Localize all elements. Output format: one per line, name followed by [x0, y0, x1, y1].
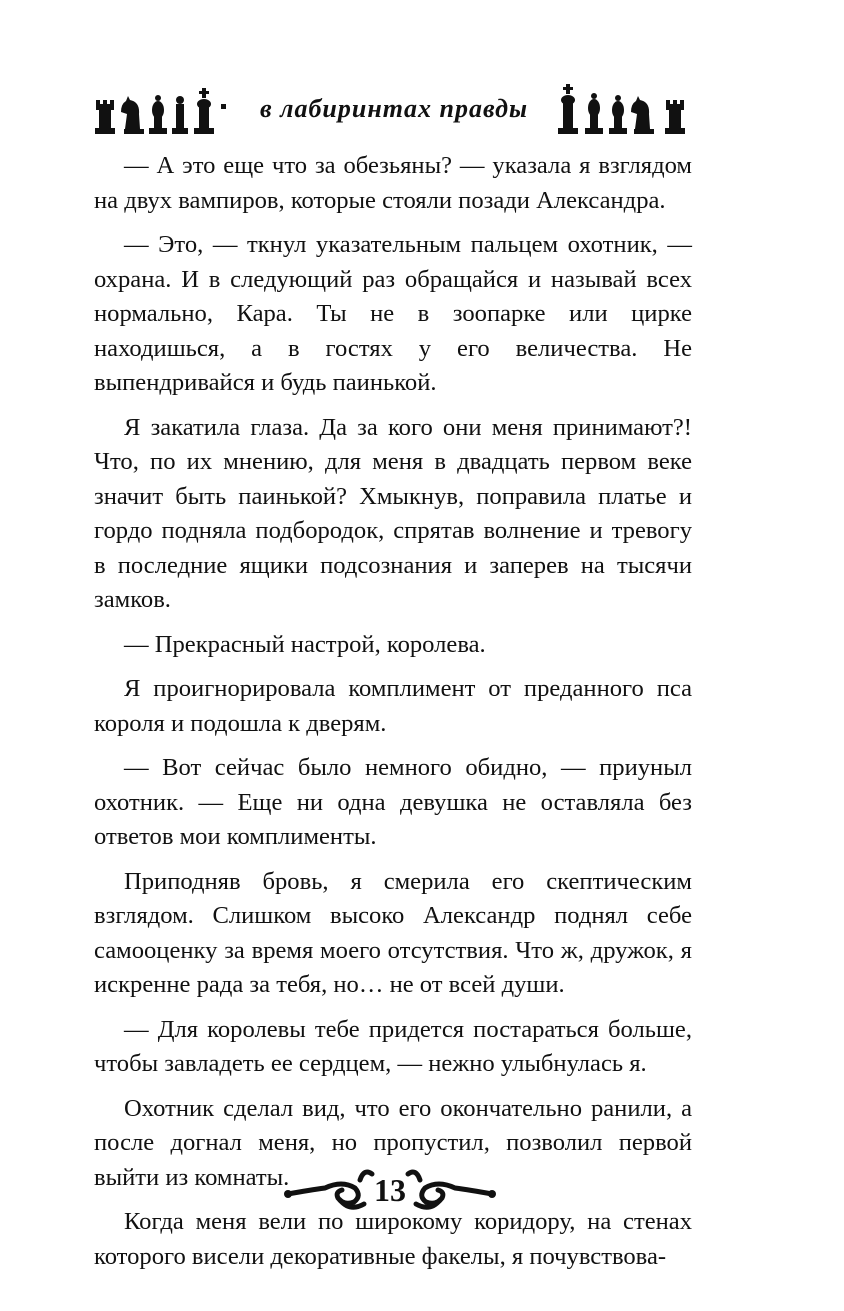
- page-footer: [280, 1150, 500, 1240]
- page-body: [94, 149, 692, 1274]
- running-header: [94, 84, 694, 140]
- paragraph: Приподняв бровь, я смерила его скептическим взглядом. Слишком высоко Александр поднял себе самооценку за время моего отсутствия. Что ж, дружок, я искренне рада за тебя, но… не от всей души.: [94, 867, 692, 998]
- chess-pieces-right-icon: [554, 84, 694, 140]
- paragraph: — Это, — ткнул указательным пальцем охотник, — охрана. И в следующий раз обращайся и называй всех нормально, Кара. Ты не в зоопарке или цирке находишься, а в гостях у его величества. Не выпендривайся и будь паинькой.: [94, 231, 692, 396]
- paragraph: Охотник сделал вид, что его окончательно ранили, а после догнал меня, но пропустил, позволил первой выйти из комнаты.: [94, 1094, 692, 1191]
- paragraph: Я проигнорировала комплимент от преданного пса короля и подошла к дверям.: [94, 675, 692, 737]
- paragraph: — А это еще что за обезьяны? — указала я взглядом на двух вампиров, которые стояли позади Александра.: [94, 152, 692, 214]
- chess-pieces-left-icon: [94, 84, 234, 140]
- running-title: в лабиринтах правды: [259, 94, 529, 123]
- paragraph: Я закатила глаза. Да за кого они меня принимают?! Что, по их мнению, для меня в двадцать первом веке значит быть паинькой? Хмыкнув, поправила платье и гордо подняла подбородок, спрятав волнение и тревогу в последние ящики подсознания и заперев на тысячи замков.: [94, 413, 692, 613]
- paragraph: — Для королевы тебе придется постараться больше, чтобы завладеть ее сердцем, — нежно улыбнулась я.: [94, 1015, 692, 1077]
- paragraph: — Прекрасный настрой, королева.: [124, 630, 486, 658]
- page-number: 13: [374, 1172, 406, 1208]
- paragraph: Когда меня вели по широкому коридору, на стенах которого висели декоративные факелы, я почувствова-: [94, 1208, 692, 1270]
- paragraph: — Вот сейчас было немного обидно, — приуныл охотник. — Еще ни одна девушка не оставляла без ответов мои комплименты.: [94, 754, 692, 850]
